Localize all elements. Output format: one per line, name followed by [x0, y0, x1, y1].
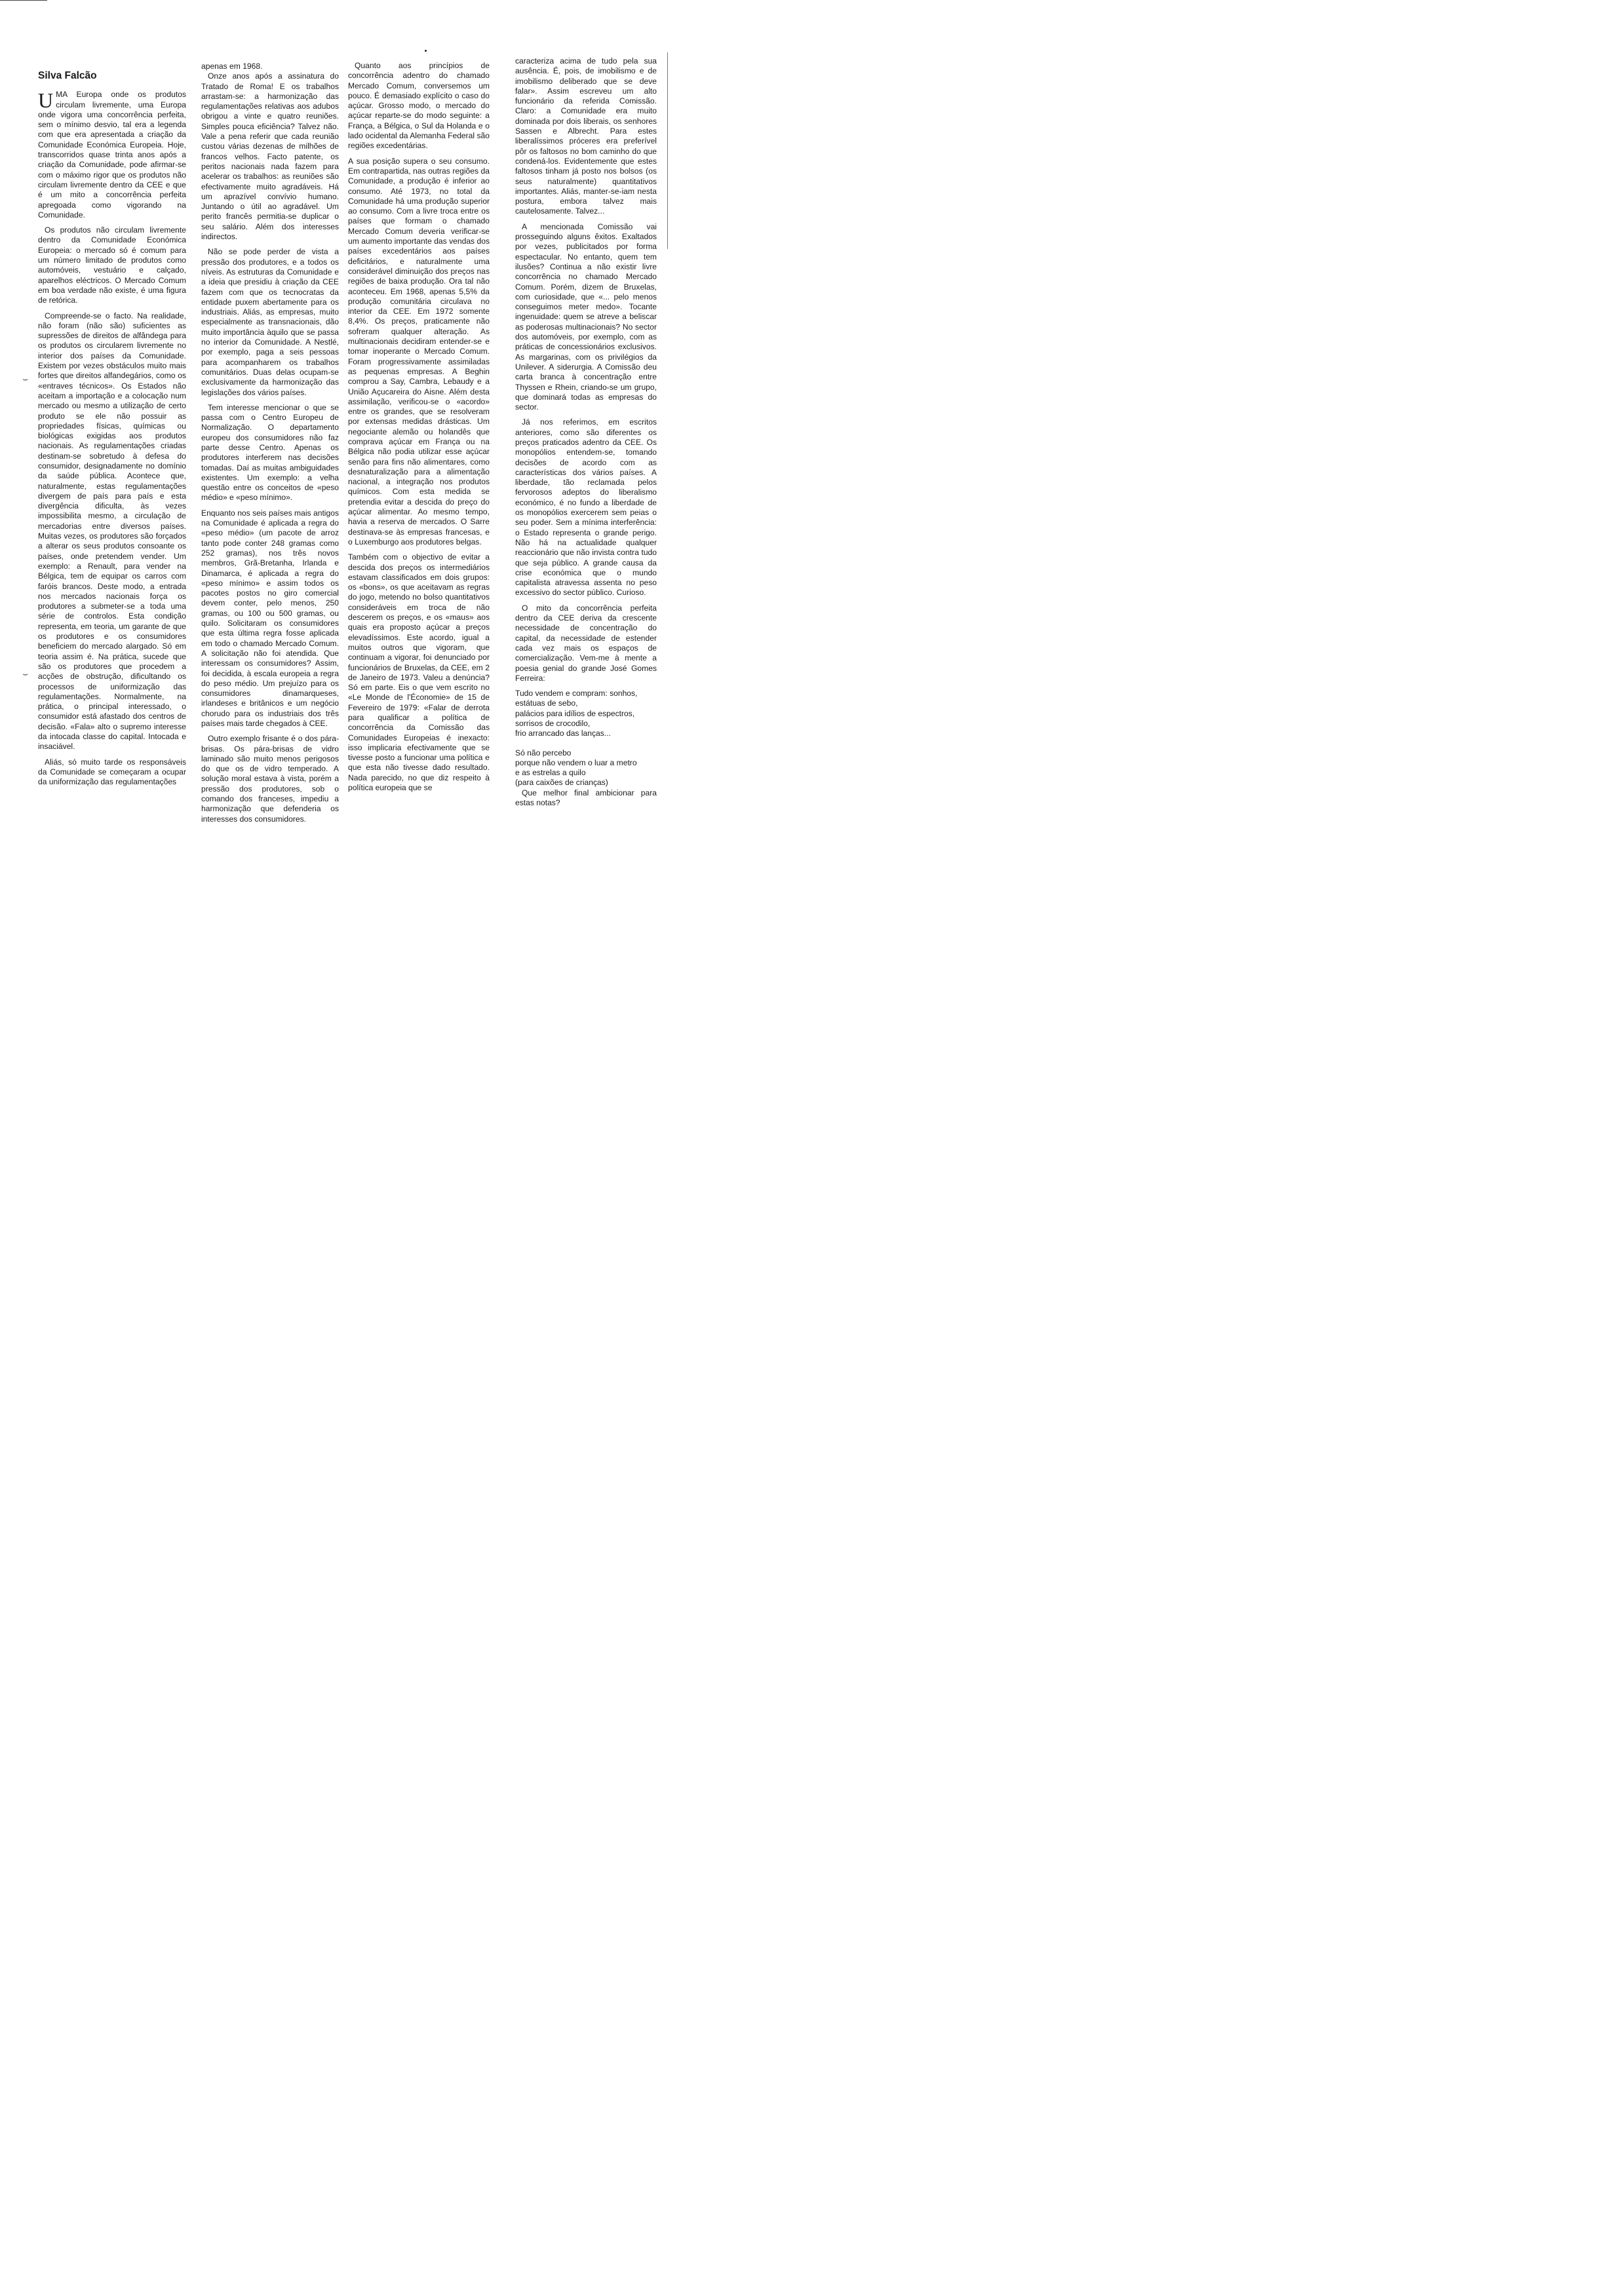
article-paragraph: Compreende-se o facto. Na realidade, não foram (não são) suficientes as supressões de direitos de alfândega para os produtos os circularem livremente no interior dos países da Comunidade. Existem por vezes obstáculos muito mais fortes que direitos alfandegários, como os «entraves técnicos». Os Estados não aceitam a importação e a colocação num mercado ou mesmo a utilização de certo produto se ele não possuir as propriedades físicas, químicas ou biológicas exigidas aos produtos nacionais. As regulamentações criadas destinam-se sobretudo à defesa do consumidor, designadamente no domínio da saúde pública. Acontece que, naturalmente, estas regulamentações divergem de país para país e esta divergência dificulta, às vezes impossibilita mesmo, a circulação de mercadorias entre diversos países. Muitas vezes, os produtores são forçados a alterar os seus produtos consoante os países, onde pretendem vender. Um exemplo: a Renault, para vender na Bélgica, tem de equipar os carros com faróis brancos. Deste modo, a entrada nos mercados nacionais força os produtores a submeter-se a toda uma série de controlos. Esta condição representa, em teoria, um garante de que os produtores e os consumidores beneficiem do mercado alargado. Só em teoria assim é. Na prática, sucede que são os produtores que procedem a acções de obstrução, dificultando os processos de uniformização das regulamentações. Normalmente, na prática, o principal interessado, o consumidor está afastado dos centros de decisão. «Fala» alto o supremo interesse da intocada classe do capital. Intocada e insaciável. — [38, 311, 186, 752]
column-1 — [38, 71, 186, 792]
author-name: Silva Falcão — [38, 70, 97, 81]
article-paragraph: Outro exemplo frisante é o dos pára-brisas. Os pára-brisas de vidro laminado são muito menos perigosos do que os de vidro temperado. A solução moral estava à vista, porém a pressão dos produtores, sob o comando dos franceses, impediu a harmonização que defenderia os interesses dos consumidores. — [201, 734, 339, 824]
poem-line: frio arrancado das lanças... — [515, 729, 611, 738]
article-paragraph: Onze anos após a assinatura do Tratado de Roma! E os trabalhos arrastam-se: a harmonização das regulamentações relativas aos adubos obrigou a vinte e quatro reuniões. Simples pouca eficiência? Talvez não. Vale a pena referir que cada reunião custou várias dezenas de milhões de francos velhos. Facto patente, os peritos nacionais nada fazem para acelerar os trabalhos: as reuniões são efectivamente muito agradáveis. Há um aprazível convívio humano. Juntando o útil ao agradável. Um perito francês permitia-se duplicar o seu salário. Além dos interesses indirectos. — [201, 71, 339, 242]
column-rule — [667, 52, 668, 249]
column-3 — [348, 61, 490, 798]
article-paragraph: Tem interesse mencionar o que se passa com o Centro Europeu de Normalização. O departamento europeu dos consumidores não faz parte desse Centro. Apenas os produtores interferem nas decisões tomadas. Daí as muitas ambiguidades existentes. Um exemplo: a velha questão entre os conceitos de «peso médio» e «peso mínimo». — [201, 402, 339, 503]
drop-cap: U — [38, 88, 54, 113]
top-rule — [0, 0, 47, 1]
poem-stanza — [515, 748, 657, 788]
article-paragraph — [38, 90, 186, 220]
poem-line: e as estrelas a quilo — [515, 768, 586, 778]
article-paragraph: Aliás, só muito tarde os responsáveis da Comunidade se começaram a ocupar da uniformização das regulamentações — [38, 757, 186, 787]
poem-line: porque não vendem o luar a metro — [515, 757, 637, 767]
article-paragraph: A mencionada Comissão vai prosseguindo alguns êxitos. Exaltados por vezes, publicitados por forma espectacular. No entanto, quem tem ilusões? Continua a não existir livre concorrência no chamado Mercado Comum. Porém, dizem de Bruxelas, com curiosidade, que «... pelo menos conseguimos meter medo». Tocante ingenuidade: quem se atreve a beliscar as poderosas multinacionais? No sector dos automóveis, por exemplo, com as práticas de concessionários exclusivos. As margarinas, com os privilégios da Unilever. A siderurgia. A Comissão deu carta branca à concentração entre Thyssen e Rhein, criando-se um grupo, que dominará todas as empresas do sector. — [515, 221, 657, 412]
article-paragraph: apenas em 1968. — [201, 62, 263, 71]
poem-line: (para caixões de crianças) — [515, 778, 608, 788]
column-2 — [201, 62, 339, 830]
print-dot — [425, 50, 427, 52]
poem-line: sorrisos de crocodilo, — [515, 719, 591, 728]
article-paragraph: Enquanto nos seis países mais antigos na Comunidade é aplicada a regra do «peso médio» (um pacote de arroz tanto pode conter 248 gramas como 252 gramas), nos três novos membros, Grã-Bretanha, Irlanda e Dinamarca, é aplicada a regra do «peso mínimo» e assim todos os pacotes postos no giro comercial devem conter, pelo menos, 250 gramas, ou 100 ou 500 gramas, ou quilo. Solicitaram os consumidores que esta última regra fosse aplicada em todo o chamado Mercado Comum. A solicitação não foi atendida. Que interessam os consumidores? Assim, foi decidida, à escala europeia a regra do peso médio. Um prejuízo para os consumidores dinamarqueses, irlandeses e britânicos e um negócio chorudo para os industriais dos três países mais tarde chegados à CEE. — [201, 508, 339, 728]
article-paragraph: Os produtos não circulam livremente dentro da Comunidade Económica Europeia: o mercado só é comum para um número limitado de produtos como automóveis, vestuário e calçado, aparelhos eléctricos. O Mercado Comum em boa verdade não existe, é uma figura de retórica. — [38, 225, 186, 305]
article-paragraph: A sua posição supera o seu consumo. Em contrapartida, nas outras regiões da Comunidade, a produção é inferior ao consumo. Até 1973, no total da Comunidade há uma produção superior ao consumo. Com a livre troca entre os países que formam o chamado Mercado Comum deveria verificar-se um aumento importante das vendas dos países excedentários aos países deficitários, e naturalmente uma considerável diminuição dos preços nas regiões de baixa produção. Ora tal não aconteceu. Em 1968, apenas 5,5% da produção comunitária circulava no interior da CEE. Em 1972 somente 8,4%. Os preços, praticamente não sofreram qualquer alteração. As multinacionais decidiram entender-se e tomar inoperante o Mercado Comum. Foram progressivamente assimiladas as pequenas empresas. A Beghin comprou a Say, Cambra, Lebaudy e a União Açucareira do Aisne. Além desta assimilação, verificou-se o «acordo» entre os grandes, que se resolveram por extensas medidas drásticas. Um negociante alemão ou holandês que comprava açúcar em França ou na Bélgica não podia utilizar esse açúcar senão para fins não alimentares, como desnaturalização para a alimentação nacional, a integração nos produtos químicos. Com esta medida se pretendia evitar a descida do preço do açúcar alimentar. Ao mesmo tempo, havia a reserva de mercados. O Sarre destinava-se às empresas francesas, e o Luxemburgo aos produtores belgas. — [348, 156, 490, 546]
poem-line: Tudo vendem e compram: sonhos, estátuas de sebo, — [515, 689, 638, 708]
poem-line: Só não percebo — [515, 748, 572, 757]
article-paragraph: caracteriza acima de tudo pela sua ausência. É, pois, de imobilismo e de imobilismo deliberado que se deve falar». Assim escreveu um alto funcionário da referida Comissão. Claro: a Comunidade era muito dominada por dois liberais, os senhores Sassen e Albrecht. Para estes liberalíssimos próceres era preferível pôr os faltosos no bom caminho do que condená-los. Evidentemente que estes faltosos tinham já posto nos bolsos (os seus naturalmente) quantitativos importantes. Aliás, manter-se-iam nesta postura, embora talvez mais cautelosamente. Talvez... — [515, 56, 657, 216]
poem-line: palácios para idílios de espectros, — [515, 708, 635, 718]
article-paragraph: Já nos referimos, em escritos anteriores, como são diferentes os preços praticados adentro da CEE. Os monopólios entendem-se, tomando decisões de acordo com as características dos vários países. A liberdade, tão reclamada pelos fervorosos adeptos do liberalismo económico, é no fundo a liberdade de os monopólios exercerem sem peias o seu poder. Sem a mínima interferência: o Estado representa o grande perigo. Não há na actualidade qualquer reaccionário que não invista contra tudo que seja público. A grande causa da crise económica que o mundo capitalista atravessa assenta no peso excessivo do sector público. Curioso. — [515, 417, 657, 598]
article-paragraph: O mito da concorrência perfeita dentro da CEE deriva da crescente necessidade de concentração do capital, da necessidade de estender cada vez mais os espaços de comercialização. Vem-me à mente a poesia genial do grande José Gomes Ferreira: — [515, 603, 657, 683]
column-4 — [515, 56, 657, 813]
margin-mark: ⌣ — [22, 373, 29, 384]
article-paragraph: Quanto aos princípios de concorrência adentro do chamado Mercado Comum, conversemos um pouco. É demasiado explícito o caso do açúcar. Grosso modo, o mercado do açúcar reparte-se do modo seguinte: a França, a Bélgica, o Sul da Holanda e o lado ocidental da Alemanha Federal são regiões excedentárias. — [348, 61, 490, 151]
poem-stanza — [515, 689, 657, 738]
article-paragraph: Não se pode perder de vista a pressão dos produtores, e a todos os níveis. As estruturas da Comunidade e a ideia que presidiu à criação da CEE fazem com que os tecnocratas da entidade puxem abertamente para os industriais. Aliás, as empresas, muito especialmente as transnacionais, dão muito importância àquilo que se passa no interior da Comunidade. A Nestlé, por exemplo, paga a seis pessoas para acompanharem os trabalhos comunitários. Duas delas ocupam-se exclusivamente da harmonização das legislações dos vários países. — [201, 247, 339, 397]
article-paragraph: Que melhor final ambicionar para estas notas? — [515, 788, 657, 808]
margin-mark: ⌣ — [22, 668, 29, 679]
article-paragraph: Também com o objectivo de evitar a descida dos preços os intermediários estavam classificados em dois grupos: os «bons», os que aceitavam as regras do jogo, metendo no bolso quantitativos consideráveis em troca de não descerem os preços, e os «maus» aos quais era proposto açúcar a preços elevadíssimos. Este acordo, igual a muitos outros que vigoram, que continuam a vigorar, foi denunciado por funcionários de Bruxelas, da CEE, em 2 de Janeiro de 1973. Valeu a denúncia? Só em parte. Eis o que vem escrito no «Le Monde de l'Économie» de 15 de Fevereiro de 1979: «Falar de derrota para qualificar a política de concorrência da Comissão das Comunidades Europeias é inexacto: isso implicaria efectivamente que se tivesse posto a funcionar uma política e que esta não tivesse dado resultado. Nada parecido, no que diz respeito à política europeia que se — [348, 552, 490, 793]
paragraph-text: MA Europa onde os produtos circulam livremente, uma Europa onde vigora uma concorrência perfeita, sem o mínimo desvio, tal era a legenda com que era apresentada a criação da Comunidade Económica Europeia. Hoje, transcorridos quase trinta anos após a criação da Comunidade, pode afirmar-se com o máximo rigor que os produtos não circulam livremente dentro da CEE e que é um mito a concorrência perfeita apregoada como vigorando na Comunidade. — [38, 90, 186, 220]
